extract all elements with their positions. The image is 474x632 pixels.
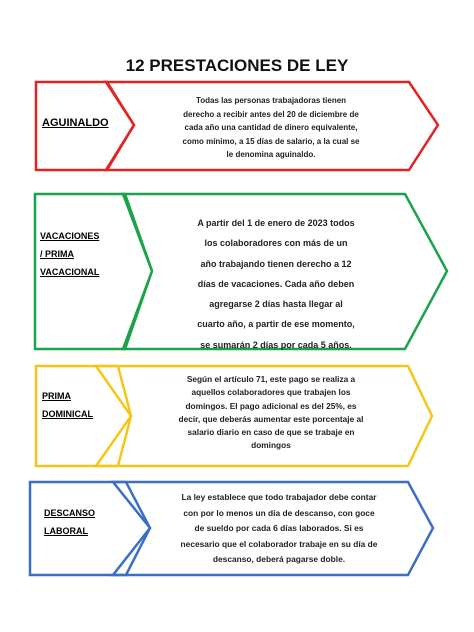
body-line: como mínimo, a 15 días de salario, a la cual se [182, 136, 360, 146]
label-line: LABORAL [44, 526, 88, 536]
body-line: derecho a recibir antes del 20 de diciembre de [183, 109, 359, 119]
prima-dominical-label [42, 387, 93, 423]
aguinaldo-label [42, 117, 109, 129]
vacaciones-label [40, 227, 99, 281]
body-line: con por lo menos un día de descanso, con goce [183, 507, 375, 518]
body-line: agregarse 2 días hasta llegar al [209, 299, 343, 310]
body-line: cuarto año, a partir de ese momento, [197, 319, 355, 330]
prima-dominical-text [140, 373, 402, 453]
body-line: año trabajando tienen derecho a 12 [200, 258, 352, 269]
body-line: domingos [251, 440, 291, 451]
page-title: 12 PRESTACIONES DE LEY [125, 56, 349, 75]
body-line: domingos. El pago adicional es del 25%, es [185, 400, 357, 411]
label-line: PRIMA [42, 391, 71, 401]
vacaciones-text [158, 213, 394, 355]
body-line: le denomina aguinaldo. [226, 150, 316, 159]
label-line: DESCANSO [44, 508, 96, 518]
body-line: decir, que deberás aumentar este porcentaje al [178, 413, 364, 424]
descanso-label [44, 504, 95, 540]
body-line: descanso, deberá pagarse doble. [212, 554, 346, 564]
descanso-text [146, 490, 412, 568]
aguinaldo-text [140, 94, 402, 162]
body-line: de sueldo por cada 6 días laborados. Si es [194, 523, 364, 533]
body-line: los colaboradores con más de un [204, 238, 348, 249]
label-line: VACACIONAL [40, 267, 100, 277]
body-line: cada año una cantidad de dinero equivalente, [184, 123, 358, 132]
body-line: La ley establece que todo trabajador debe contar [181, 492, 377, 502]
label-line: DOMINICAL [42, 409, 93, 419]
body-line: días de vacaciones. Cada año deben [197, 278, 355, 289]
label-line: AGUINALDO [42, 117, 109, 129]
body-line: aquellos colaboradores que trabajen los [191, 387, 351, 398]
body-line: necesario que el colaborador trabaje en su día de [180, 538, 378, 549]
body-line: Según el artículo 71, este pago se realiza a [186, 374, 356, 384]
body-line: A partir del 1 de enero de 2023 todos [197, 218, 355, 228]
body-line: Todas las personas trabajadoras tienen [195, 96, 347, 105]
body-line: se sumarán 2 días por cada 5 años. [200, 339, 352, 350]
body-line: salario diario en caso de que se trabaje en [187, 427, 355, 438]
label-line: / PRIMA [40, 249, 75, 259]
label-line: VACACIONES [40, 231, 100, 241]
